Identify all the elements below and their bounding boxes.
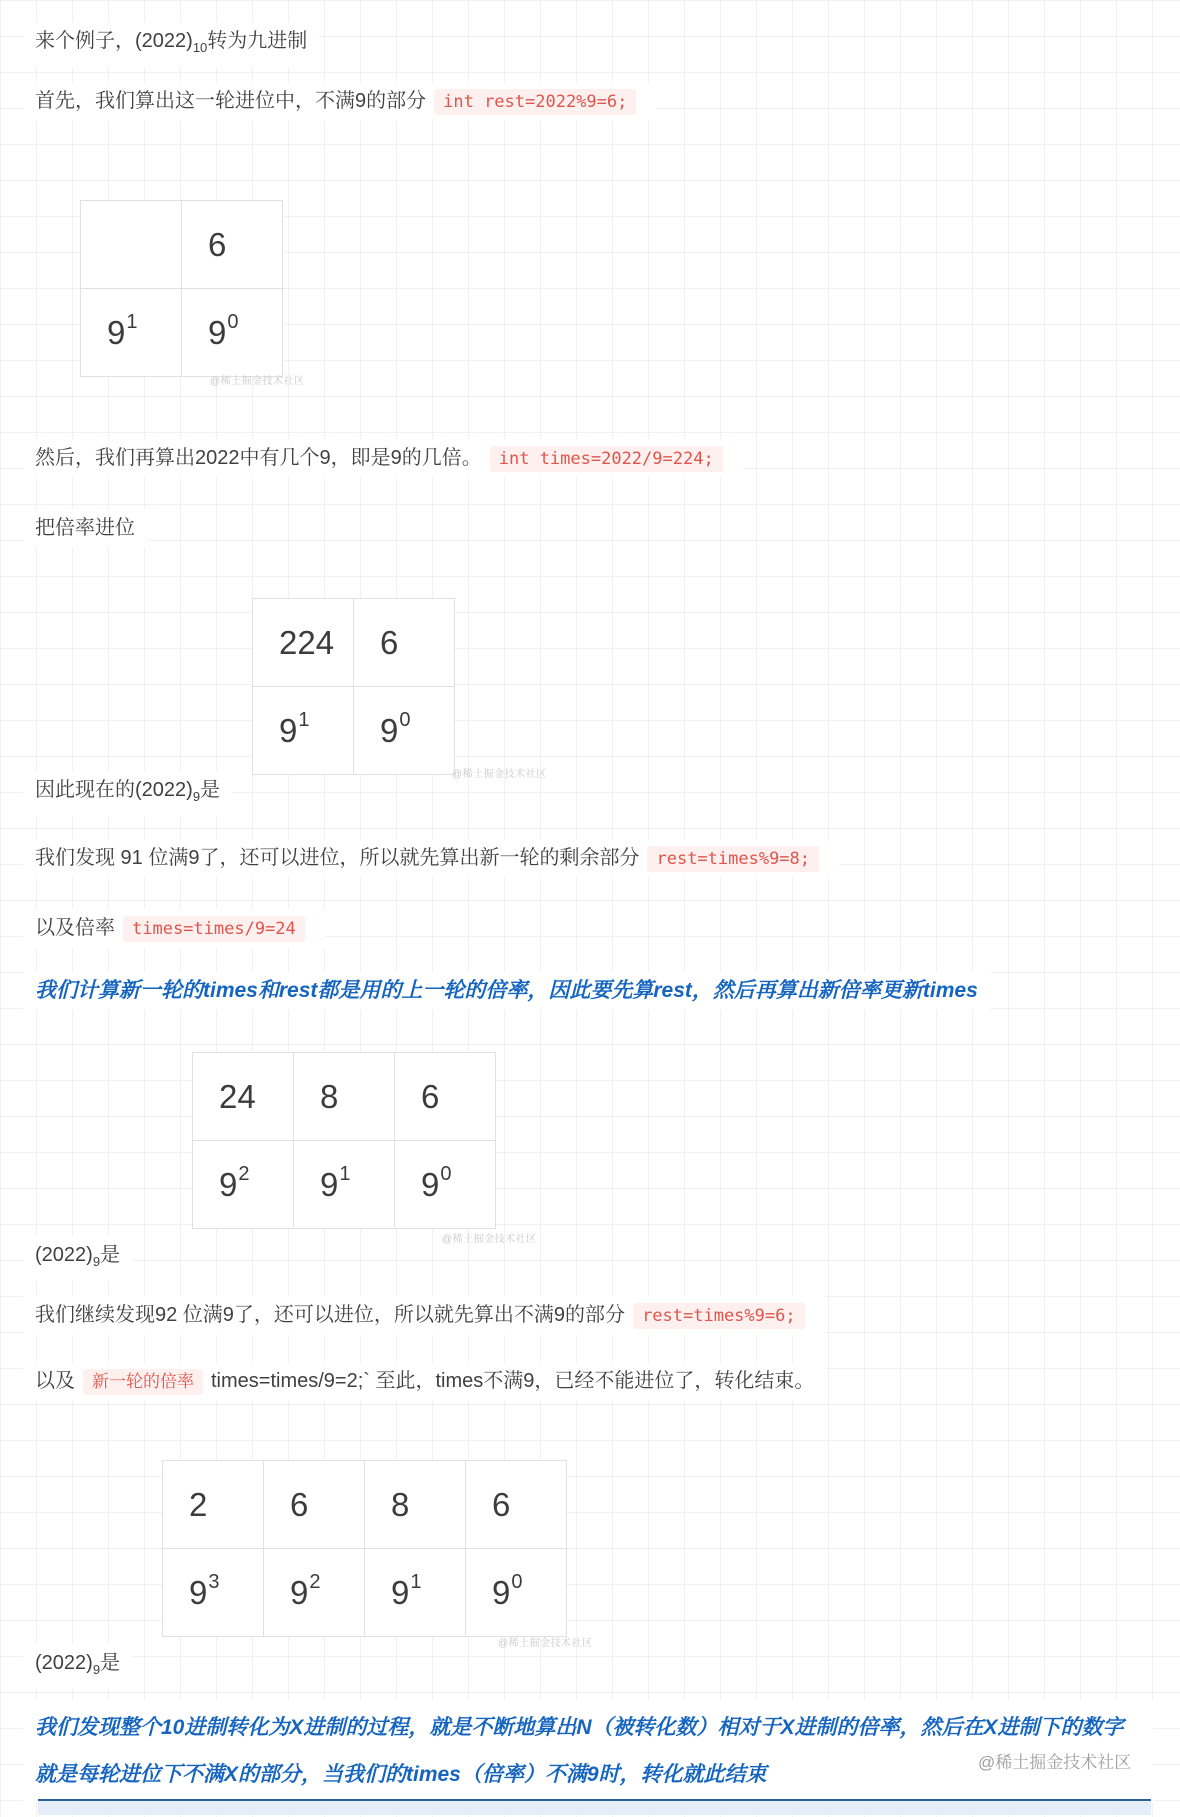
paragraph-example-intro — [23, 22, 319, 67]
text-run: 来个例子，(2022) — [35, 30, 193, 52]
table-cell-power — [466, 1549, 567, 1637]
text-run: 是 — [100, 1244, 121, 1266]
text-run: (2022) — [35, 1652, 93, 1674]
cell-text: 2 — [189, 1485, 208, 1523]
text-run: 转为九进制 — [207, 30, 308, 52]
table-cell-power — [193, 1141, 294, 1229]
cell-base: 9 — [492, 1573, 511, 1611]
table-cell-value — [395, 1053, 496, 1141]
cell-text: 8 — [320, 1077, 339, 1115]
table-cell-power — [264, 1549, 365, 1637]
paragraph-first-rest — [23, 82, 656, 121]
cell-base: 9 — [320, 1165, 339, 1203]
table-cell-power — [253, 687, 354, 775]
section-divider — [38, 1799, 1151, 1815]
table-cell-value — [466, 1461, 567, 1549]
text-run: 因此现在的(2022) — [35, 779, 193, 801]
watermark: @稀土掘金技术社区 — [978, 1753, 1132, 1772]
paragraph-rest-round3 — [23, 1296, 825, 1335]
paragraph-result-final — [23, 1644, 132, 1689]
paragraph-rest-round2 — [23, 839, 839, 878]
text-run: 我们发现整个10进制转化为X进制的过程，就是不断地算出N（被转化数）相对于X进制的倍率，然后在X进制下的数字就是每轮进位下不满X的部分，当我们的times（倍率）不满9时，转化就此结束 — [35, 1716, 1124, 1786]
text-run: times=times/9=2;` 至此，times不满9，已经不能进位了，转化结束。 — [211, 1370, 815, 1392]
cell-text: 224 — [279, 623, 335, 661]
table-cell-power — [354, 687, 455, 775]
base9-table-final — [162, 1460, 567, 1637]
table-cell-value — [264, 1461, 365, 1549]
cell-base: 9 — [219, 1165, 238, 1203]
table-cell-power — [395, 1141, 496, 1229]
table-cell-value — [193, 1053, 294, 1141]
base9-table-step3 — [192, 1052, 496, 1229]
inline-code-rest3: rest=times%9=6; — [633, 1303, 805, 1329]
cell-exponent: 0 — [227, 310, 239, 333]
watermark: @稀土掘金技术社区 — [442, 1234, 537, 1245]
base9-table-step1 — [80, 200, 283, 377]
paragraph-result-round2 — [23, 1236, 132, 1281]
cell-base: 9 — [421, 1165, 440, 1203]
table-cell-power — [365, 1549, 466, 1637]
watermark: @稀土掘金技术社区 — [210, 376, 305, 387]
paragraph-times-final — [23, 1362, 826, 1401]
paragraph-current-result — [23, 771, 232, 816]
table-cell-value — [354, 599, 455, 687]
text-run: 以及 — [35, 1370, 75, 1392]
cell-base: 9 — [391, 1573, 410, 1611]
cell-text: 6 — [492, 1485, 511, 1523]
cell-text: 6 — [421, 1077, 440, 1115]
cell-base: 9 — [208, 313, 227, 351]
cell-base: 9 — [380, 711, 399, 749]
text-run: 是 — [200, 779, 221, 801]
table-cell-value — [365, 1461, 466, 1549]
table-cell-power — [163, 1549, 264, 1637]
cell-exponent: 0 — [399, 708, 411, 731]
table-cell-value — [81, 201, 182, 289]
watermark: @稀土掘金技术社区 — [498, 1638, 593, 1649]
inline-code-times2: times=times/9=24 — [123, 916, 305, 942]
cell-text: 6 — [380, 623, 399, 661]
table-cell-value — [294, 1053, 395, 1141]
cell-exponent: 1 — [339, 1162, 351, 1185]
inline-code-rest1: int rest=2022%9=6; — [434, 89, 636, 115]
inline-code-new-rate: 新一轮的倍率 — [83, 1369, 203, 1395]
text-run: 首先，我们算出这一轮进位中，不满9的部分 — [35, 90, 427, 112]
base-subscript: 9 — [92, 1254, 101, 1269]
table-cell-power — [182, 289, 283, 377]
text-run: 以及倍率 — [35, 917, 115, 939]
cell-text: 6 — [290, 1485, 309, 1523]
watermark: @稀土掘金技术社区 — [452, 769, 547, 780]
paragraph-carry-rate — [23, 509, 147, 547]
cell-exponent: 1 — [298, 708, 310, 731]
paragraph-times-calc — [23, 439, 743, 478]
paragraph-key-note — [23, 972, 990, 1010]
base-subscript: 10 — [192, 40, 208, 55]
cell-exponent: 0 — [440, 1162, 452, 1185]
cell-text: 6 — [208, 225, 227, 263]
cell-base: 9 — [290, 1573, 309, 1611]
table-cell-power — [294, 1141, 395, 1229]
cell-exponent: 2 — [238, 1162, 250, 1185]
inline-code-rest2: rest=times%9=8; — [647, 846, 819, 872]
paragraph-times-round2 — [23, 909, 325, 948]
text-run: 然后，我们再算出2022中有几个9，即是9的几倍。 — [35, 447, 482, 469]
cell-exponent: 0 — [511, 1570, 523, 1593]
base-subscript: 9 — [192, 789, 201, 804]
cell-base: 9 — [279, 711, 298, 749]
table-cell-value — [163, 1461, 264, 1549]
cell-exponent: 2 — [309, 1570, 321, 1593]
cell-exponent: 1 — [126, 310, 138, 333]
table-cell-value — [182, 201, 283, 289]
cell-text: 8 — [391, 1485, 410, 1523]
text-run: 我们计算新一轮的times和rest都是用的上一轮的倍率，因此要先算rest，然后再算出新倍率更新times — [35, 979, 978, 1002]
cell-base: 9 — [107, 313, 126, 351]
text-run: (2022) — [35, 1244, 93, 1266]
cell-text: 24 — [219, 1077, 256, 1115]
cell-base: 9 — [189, 1573, 208, 1611]
text-run: 把倍率进位 — [35, 517, 135, 539]
text-run: 我们继续发现92 位满9了，还可以进位，所以就先算出不满9的部分 — [35, 1304, 626, 1326]
base-subscript: 9 — [92, 1662, 101, 1677]
cell-exponent: 3 — [208, 1570, 220, 1593]
base9-table-step2 — [252, 598, 455, 775]
table-cell-power — [81, 289, 182, 377]
cell-exponent: 1 — [410, 1570, 422, 1593]
text-run: 我们发现 91 位满9了，还可以进位，所以就先算出新一轮的剩余部分 — [35, 847, 640, 869]
inline-code-times1: int times=2022/9=224; — [490, 446, 723, 472]
table-cell-value — [253, 599, 354, 687]
text-run: 是 — [100, 1652, 121, 1674]
